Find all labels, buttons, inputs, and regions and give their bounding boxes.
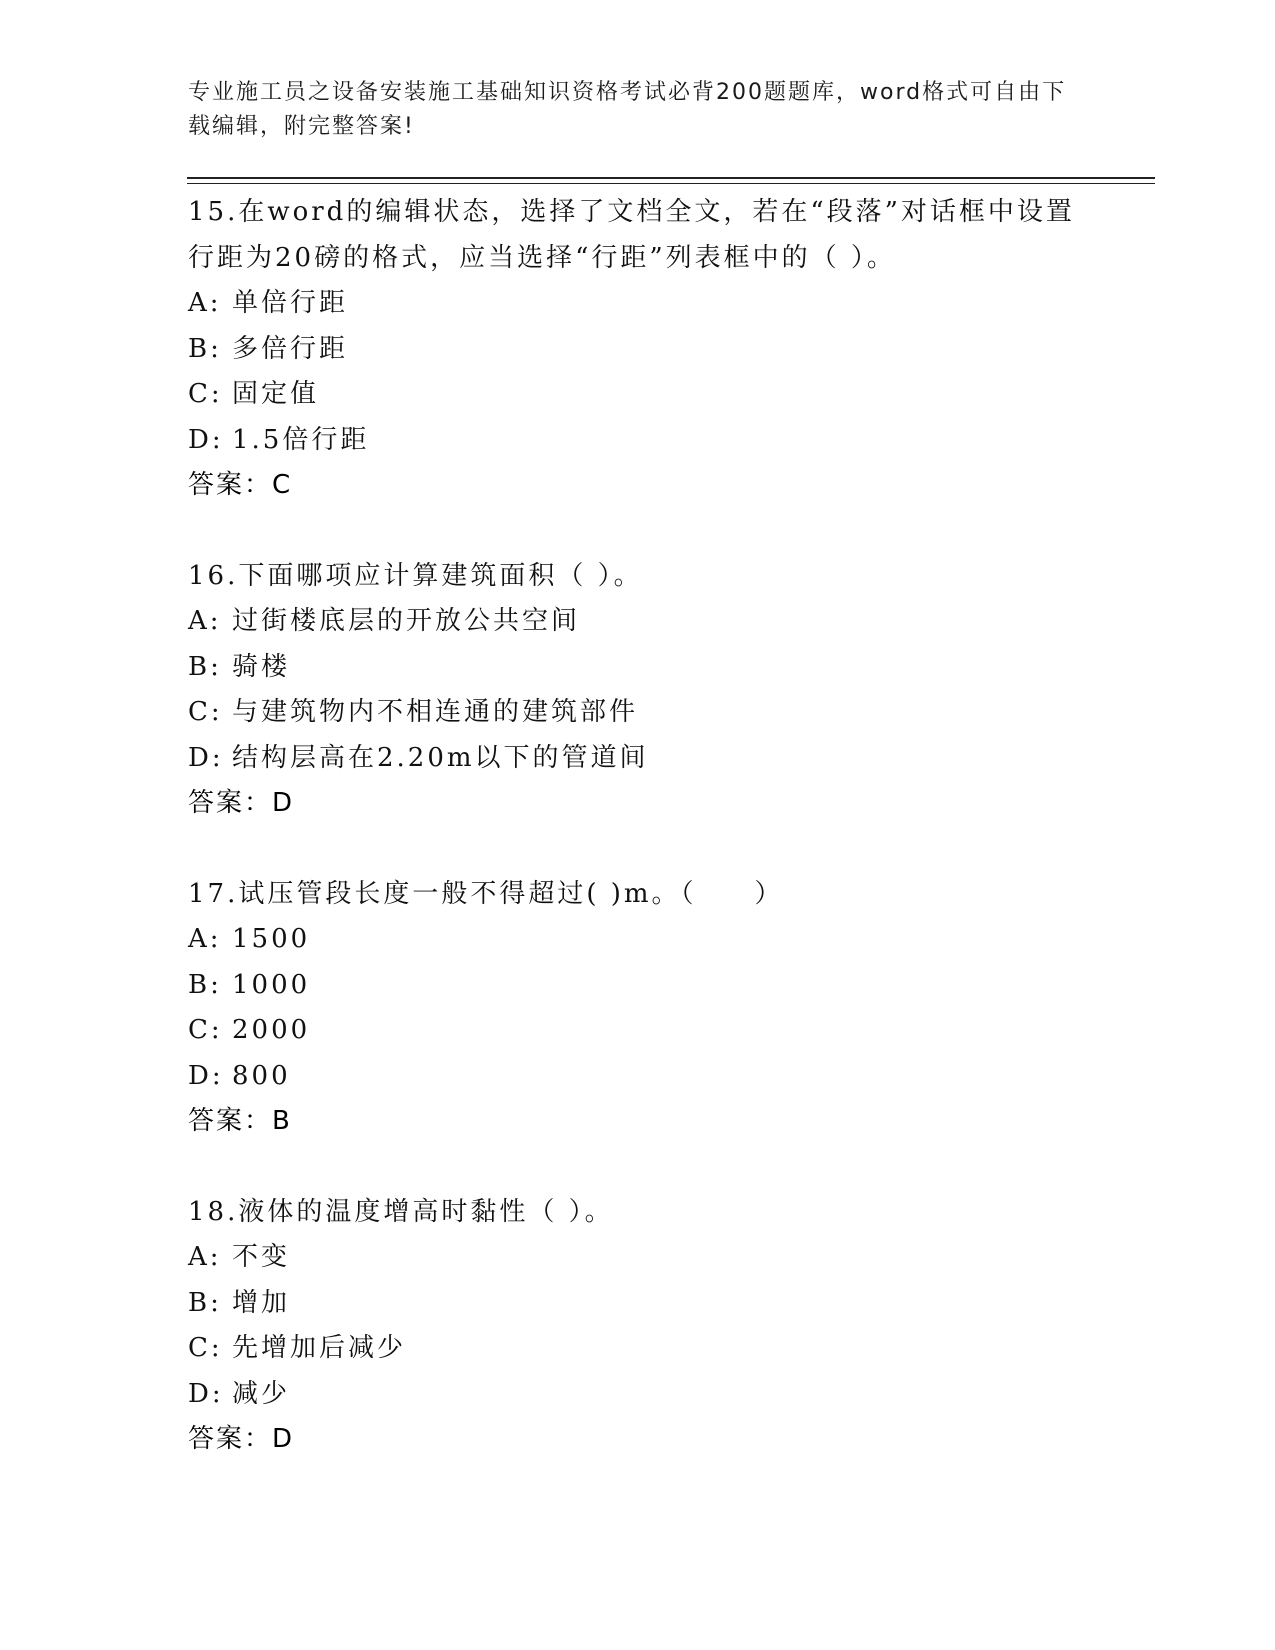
option-b [188,645,1088,691]
option-key: C: [188,1333,223,1363]
option-c [188,372,1088,418]
option-text: 减少 [232,1378,291,1409]
option-text: 固定值 [232,379,320,409]
header-divider-thin [187,183,1155,184]
option-text: 先增加后减少 [232,1333,407,1363]
header-divider-thick [187,177,1155,179]
question-17 [188,872,1088,1145]
option-text: 增加 [232,1287,291,1318]
option-key: C: [188,379,223,409]
question-18 [188,1190,1088,1463]
question-stem: 16.下面哪项应计算建筑面积（ ）。 [188,560,643,591]
option-key: A: [188,606,222,636]
answer-line: 答案：C [188,470,293,500]
option-text: 800 [232,1060,291,1091]
option-text: 1.5倍行距 [232,424,370,455]
option-c [188,1008,1088,1054]
option-a [188,1235,1088,1281]
option-d [188,1054,1088,1100]
question-stem: 18.液体的温度增高时黏性（ ）。 [188,1196,614,1227]
option-a [188,917,1088,963]
option-key: A: [188,1242,222,1272]
document-title: 专业施工员之设备安装施工基础知识资格考试必背200题题库，word格式可自由下载编辑，附完整答案! [188,80,1067,139]
option-text: 不变 [232,1242,291,1272]
answer-line: 答案：D [188,1424,295,1454]
option-d [188,1372,1088,1418]
question-16 [188,554,1088,827]
option-b [188,963,1088,1009]
option-text: 多倍行距 [232,333,349,364]
option-key: B: [188,1287,222,1318]
question-list [188,190,1088,1508]
answer-line: 答案：B [188,1106,292,1136]
answer-line: 答案：D [188,788,295,818]
option-text: 2000 [232,1015,311,1045]
option-key: B: [188,333,222,364]
option-b [188,327,1088,373]
question-stem: 15.在word的编辑状态，选择了文档全文，若在“段落”对话框中设置行距为20磅的格式，应当选择“行距”列表框中的（ ）。 [188,197,1075,273]
option-text: 1500 [232,924,311,954]
option-key: A: [188,288,222,318]
question-15 [188,190,1088,509]
option-text: 1000 [232,969,311,1000]
option-key: B: [188,969,222,1000]
option-d [188,736,1088,782]
option-b [188,1281,1088,1327]
option-key: D: [188,1378,224,1409]
option-key: A: [188,924,222,954]
option-text: 过街楼底层的开放公共空间 [232,606,581,636]
question-stem: 17.试压管段长度一般不得超过( )m。（ ） [188,878,784,909]
option-a [188,281,1088,327]
option-d [188,418,1088,464]
option-key: D: [188,1060,224,1091]
option-key: D: [188,424,224,455]
option-key: C: [188,697,223,727]
option-c [188,690,1088,736]
option-text: 骑楼 [232,651,291,682]
option-text: 单倍行距 [232,288,349,318]
option-text: 与建筑物内不相连通的建筑部件 [232,697,639,727]
option-text: 结构层高在2.20m以下的管道间 [232,742,649,773]
option-key: C: [188,1015,223,1045]
option-key: D: [188,742,224,773]
option-key: B: [188,651,222,682]
option-c [188,1326,1088,1372]
option-a [188,599,1088,645]
